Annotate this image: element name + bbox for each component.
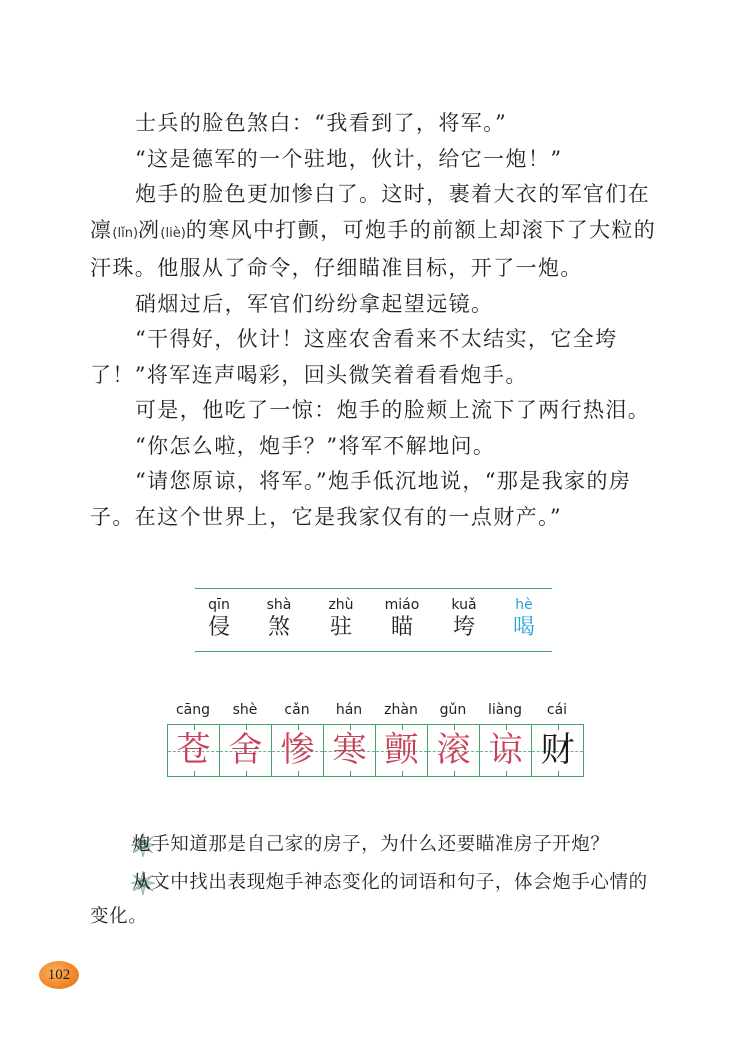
- questions-section: [90, 828, 665, 938]
- pinyin: zhù: [328, 597, 354, 613]
- paragraph-2: “这是德军的一个驻地，伙计，给它一炮！”: [135, 146, 563, 171]
- hanzi: 舍: [228, 730, 263, 770]
- char-box: [428, 725, 480, 776]
- pinyin: cāng: [175, 702, 211, 718]
- hanzi: 驻: [329, 615, 352, 640]
- tianzige-grid: [167, 724, 584, 777]
- hanzi: 谅: [488, 730, 523, 770]
- char-box: [376, 725, 428, 776]
- hanzi: 瞄: [390, 615, 413, 640]
- pinyin: cái: [546, 702, 568, 718]
- recognize-char-2: [249, 596, 309, 642]
- char-box: [532, 725, 584, 776]
- recognize-characters-strip: [195, 588, 552, 652]
- hanzi: 财: [540, 730, 575, 770]
- paragraph-4: 硝烟过后，军官们纷纷拿起望远镜。: [135, 291, 494, 316]
- char-lie: 冽: [138, 217, 161, 242]
- hanzi: 颤: [384, 730, 419, 770]
- paragraph-3: [90, 177, 660, 287]
- question-1: [90, 828, 665, 862]
- pinyin: liàng: [487, 702, 523, 718]
- char-lin: 凛: [90, 217, 113, 242]
- pinyin: zhàn: [384, 702, 418, 718]
- question-2: [90, 866, 665, 934]
- pinyin: miáo: [384, 597, 420, 613]
- recognize-char-1: [189, 596, 249, 642]
- story-text: [90, 106, 660, 535]
- hanzi: 滚: [436, 730, 471, 770]
- hanzi: 煞: [267, 615, 290, 640]
- char-box: [168, 725, 220, 776]
- paragraph-6: 可是，他吃了一惊：炮手的脸颊上流下了两行热泪。: [135, 398, 651, 422]
- pinyin-annotation-lin: (lǐn): [112, 225, 139, 241]
- question-text: 炮手知道那是自己家的房子，为什么还要瞄准房子开炮？: [132, 834, 610, 855]
- hanzi: 垮: [452, 615, 475, 640]
- char-box: [324, 725, 376, 776]
- recognize-char-4: [372, 596, 432, 642]
- recognize-char-5: [434, 596, 494, 642]
- paragraph-5: “干得好，伙计！这座农舍看来不太结实，它全垮了！”将军连声喝彩，回头微笑着看看炮手。: [90, 327, 618, 387]
- hanzi: 寒: [332, 730, 367, 770]
- question-text: 从文中找出表现炮手神态变化的词语和句子，体会炮手心情的变化。: [90, 872, 648, 927]
- pinyin: shè: [232, 702, 258, 718]
- hanzi: 惨: [280, 730, 315, 770]
- char-box: [220, 725, 272, 776]
- char-box: [272, 725, 324, 776]
- pinyin: cǎn: [284, 702, 310, 718]
- pinyin: shà: [266, 597, 292, 613]
- paragraph-1: 士兵的脸色煞白：“我看到了，将军。”: [135, 111, 508, 135]
- hanzi: 苍: [176, 730, 211, 770]
- hanzi: 侵: [207, 615, 230, 640]
- hanzi: 喝: [512, 615, 535, 640]
- char-box: [480, 725, 532, 776]
- pinyin: kuǎ: [451, 597, 477, 613]
- pinyin: gǔn: [439, 702, 467, 718]
- pinyin: hán: [335, 702, 363, 718]
- paragraph-3-part-a: 炮手的脸色更加惨白了。这时，裹着大衣的军官们在: [135, 182, 651, 206]
- pinyin: qīn: [208, 597, 230, 613]
- paragraph-3-part-d: 的寒风中打颤，可炮手的前额上却滚下了大粒的汗珠。他服从了命令，仔细瞄准目标，开了一炮。: [90, 217, 657, 280]
- paragraph-7: “你怎么啦，炮手？”将军不解地问。: [135, 433, 496, 458]
- recognize-char-3: [311, 596, 371, 642]
- pinyin: hè: [515, 597, 533, 613]
- recognize-char-6-highlighted: [494, 596, 554, 642]
- paragraph-8: “请您原谅，将军。”炮手低沉地说，“那是我家的房子。在这个世界上，它是我家仅有的一点财产。”: [90, 469, 632, 529]
- pinyin-annotation-lie: (liè): [160, 225, 186, 241]
- page-number: 102: [39, 961, 79, 989]
